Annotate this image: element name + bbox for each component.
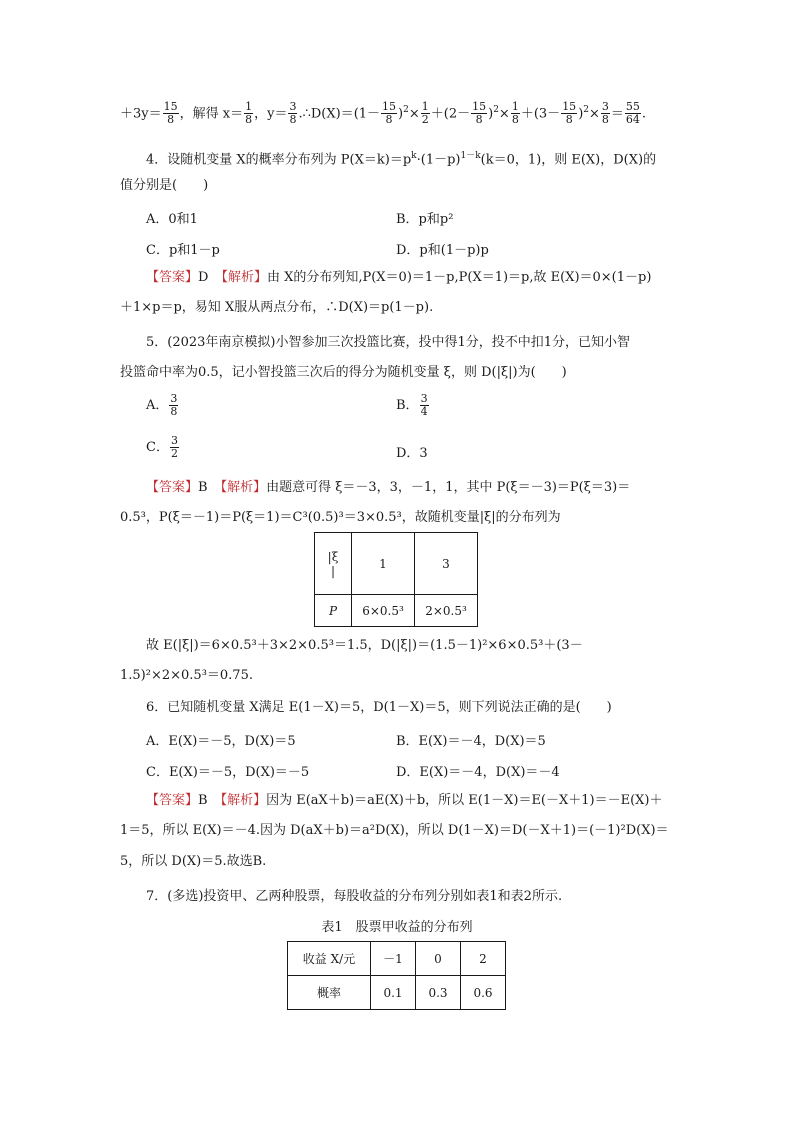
option-c: C． $\frac{3}{2}$ [146, 434, 178, 460]
table-cell: 3 [415, 533, 478, 595]
answer-6-cont: 1＝5，所以 E(X)＝－4.因为 D(aX＋b)＝a²D(X)，所以 D(1－X)＝D(－X＋1)＝(－1)²D(X)＝ [120, 823, 669, 838]
table-cell: 0.1 [371, 976, 416, 1010]
table-cell: 收益 X/元 [288, 942, 371, 976]
option-b: B．p和p² [396, 212, 454, 227]
table-cell: －1 [371, 942, 416, 976]
option-a: A．E(X)＝－5，D(X)＝5 [146, 734, 296, 749]
answer-5-result-cont: 1.5)²×2×0.5³＝0.75. [120, 668, 253, 683]
answer-5: 【答案】B 【解析】由题意可得 ξ＝－3，3，－1，1，其中 P(ξ＝－3)＝P(ξ＝3)＝ [146, 480, 631, 495]
table-caption: 表1 股票甲收益的分布列 [321, 920, 473, 935]
stock-a-distribution-table [287, 941, 506, 1010]
table-cell: 概率 [288, 976, 371, 1010]
answer-4: 【答案】D 【解析】由 X的分布列知,P(X＝0)＝1－p,P(X＝1)＝p,故 E(X)＝0×(1－p) [146, 270, 652, 285]
question-7-stem: 7．(多选)投资甲、乙两种股票，每股收益的分布列分别如表1和表2所示. [146, 889, 563, 904]
fraction: $\frac{15}{8}$ [163, 100, 178, 127]
table-cell: 2×0.5³ [415, 595, 478, 627]
question-4-stem-cont: 值分别是( ) [120, 178, 209, 193]
option-d: D．3 [396, 446, 428, 461]
option-d: D．E(X)＝－4，D(X)＝－4 [396, 765, 560, 780]
question-5-stem: 5．(2023年南京模拟)小智参加三次投篮比赛，投中得1分，投不中扣1分，已知小智 [146, 335, 631, 350]
answer-6: 【答案】B 【解析】因为 E(aX＋b)＝aE(X)＋b，所以 E(1－X)＝E(－X＋1)＝－E(X)＋ [146, 793, 663, 808]
option-c: C．p和1－p [146, 243, 220, 258]
answer-5-result: 故 E(|ξ|)＝6×0.5³＋3×2×0.5³＝1.5，D(|ξ|)＝(1.5－1)²×6×0.5³＋(3－ [146, 638, 583, 653]
table-cell: 0.6 [461, 976, 506, 1010]
answer-6-cont: 5，所以 D(X)＝5.故选B. [120, 854, 267, 869]
question-5-stem-cont: 投篮命中率为0.5，记小智投篮三次后的得分为随机变量 ξ，则 D(|ξ|)为( ) [120, 365, 567, 380]
table-cell: 1 [352, 533, 415, 595]
table-cell: 0.3 [416, 976, 461, 1010]
answer-5-cont: 0.5³，P(ξ＝－1)＝P(ξ＝1)＝C³(0.5)³＝3×0.5³，故随机变量|ξ|的分布列为 [120, 510, 561, 525]
option-d: D．p和(1－p)p [396, 243, 489, 258]
question-6-stem: 6．已知随机变量 X满足 E(1－X)＝5，D(1－X)＝5，则下列说法正确的是( ) [146, 700, 612, 715]
option-a: A． $\frac{3}{8}$ [146, 392, 178, 418]
option-b: B．E(X)＝－4，D(X)＝5 [396, 734, 546, 749]
distribution-table-xi [314, 532, 478, 627]
formula-line-1: ＋3y＝ $\frac{15}{8}$ ，解得 x＝ $\frac{1}{8}$ ，y＝ $\frac{3}{8}$ .∴D(X)＝(1－ $\frac{15}{8}$ )$^2$× $\frac{1}{2}$ ＋(2－ $\frac{15}{8}$ )$^2$× $\frac{1}{8}$ ＋(3－ $\frac{15}{8}$ )$^2$× $\frac{3}{8}$ ＝ $\frac{55}{64}$ . [120, 100, 647, 127]
table-cell: |ξ | [315, 533, 352, 595]
answer-4-cont: ＋1×p＝p，易知 X服从两点分布，∴D(X)＝p(1－p). [120, 300, 434, 315]
table-cell: 0 [416, 942, 461, 976]
table-cell: 2 [461, 942, 506, 976]
table-cell: P [315, 595, 352, 627]
option-a: A．0和1 [146, 212, 198, 227]
question-4-stem: 4．设随机变量 X的概率分布列为 $P(X=k)=p^k\cdot(1-p)^{1-k}(k=0$，1)，则 E(X)，D(X)的 [146, 151, 657, 168]
option-b: B． $\frac{3}{4}$ [396, 392, 428, 418]
table-cell: 6×0.5³ [352, 595, 415, 627]
option-c: C．E(X)＝－5，D(X)＝－5 [146, 765, 310, 780]
